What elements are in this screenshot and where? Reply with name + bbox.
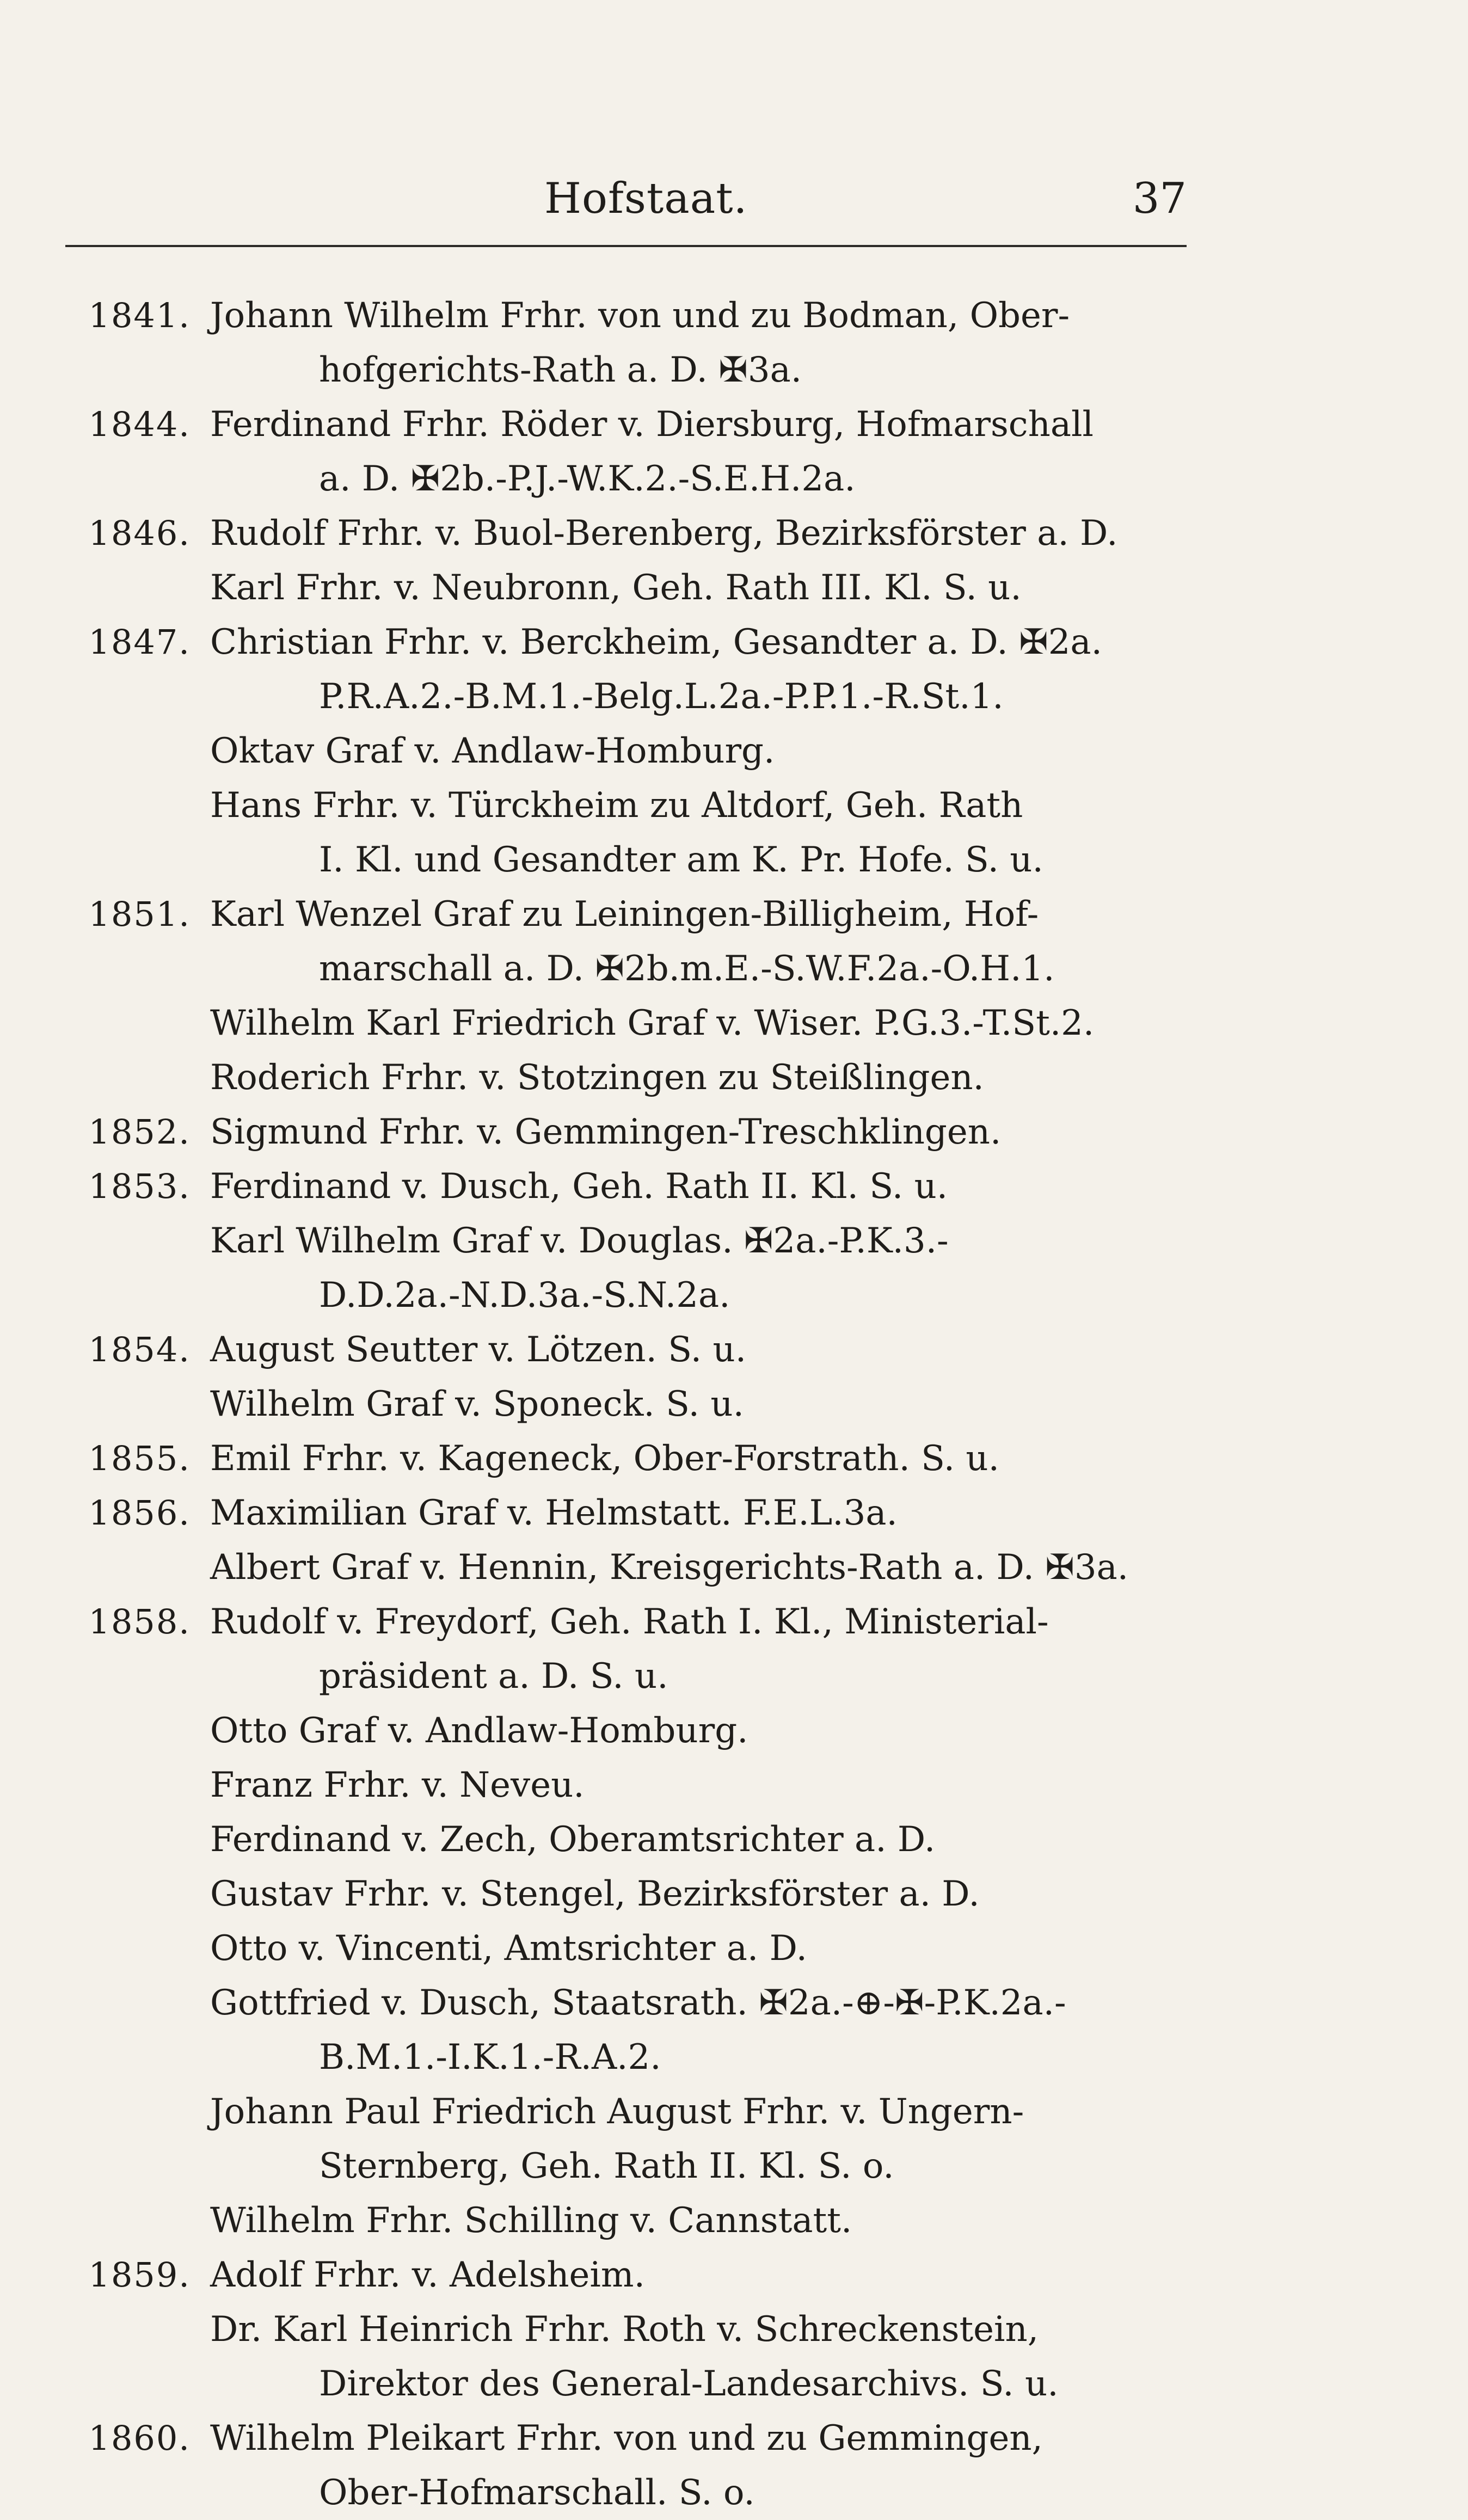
- entry-line: Dr. Karl Heinrich Frhr. Roth v. Schreckenstein,: [210, 2309, 1039, 2350]
- entry-line: Adolf Frhr. v. Adelsheim.: [210, 2255, 645, 2295]
- entry-year: 1846.: [88, 513, 191, 553]
- entry-line: Ferdinand v. Zech, Oberamtsrichter a. D.: [210, 1820, 936, 1860]
- entry-line: Wilhelm Pleikart Frhr. von und zu Gemmingen,: [210, 2418, 1043, 2458]
- entry-line: Wilhelm Frhr. Schilling v. Cannstatt.: [210, 2201, 852, 2241]
- entry-year: 1854.: [88, 1330, 191, 1369]
- entry-line: Gottfried v. Dusch, Staatsrath. ✠2a.-⊕-✠-P.K.2a.-: [210, 1983, 1066, 2023]
- entry-text: [210, 2302, 1208, 2411]
- entry-line: Otto v. Vincenti, Amtsrichter a. D.: [210, 1928, 807, 1969]
- list-item: [65, 1486, 1208, 1540]
- entry-text: [210, 2085, 1208, 2193]
- list-item: [65, 2302, 1208, 2411]
- list-item: [65, 1323, 1208, 1377]
- entry-line: Otto Graf v. Andlaw-Homburg.: [210, 1711, 748, 1751]
- list-item: [65, 1758, 1208, 1812]
- list-item: [65, 1159, 1208, 1214]
- entry-continuation-line: I. Kl. und Gesandter am K. Pr. Hofe. S. u.: [319, 840, 1043, 880]
- list-item: [65, 887, 1208, 996]
- entry-text: [210, 1867, 1208, 1921]
- entry-line: Albert Graf v. Hennin, Kreisgerichts-Rath a. D. ✠3a.: [210, 1547, 1129, 1588]
- entry-line: Oktav Graf v. Andlaw-Homburg.: [210, 731, 775, 771]
- list-item: [65, 615, 1208, 724]
- list-item: [65, 1377, 1208, 1431]
- entry-text: [210, 1214, 1208, 1323]
- entry-line: Emil Frhr. v. Kageneck, Ober-Forstrath. S. u.: [210, 1439, 999, 1479]
- entry-year: 1859.: [88, 2255, 191, 2295]
- entry-text: [210, 506, 1208, 561]
- list-item: [65, 2248, 1208, 2302]
- entry-line: Rudolf v. Freydorf, Geh. Rath I. Kl., Ministerial-: [210, 1602, 1049, 1642]
- list-item: [65, 996, 1208, 1050]
- list-item: [65, 2085, 1208, 2193]
- running-title: Hofstaat.: [544, 174, 748, 223]
- entry-line: Christian Frhr. v. Berckheim, Gesandter a. D. ✠2a.: [210, 622, 1102, 662]
- entry-line: Karl Wilhelm Graf v. Douglas. ✠2a.-P.K.3.-: [210, 1221, 949, 1261]
- entry-line: Sigmund Frhr. v. Gemmingen-Treschklingen.: [210, 1112, 1002, 1152]
- entry-text: [210, 615, 1208, 724]
- entry-text: [210, 561, 1208, 615]
- entry-year: 1844.: [88, 404, 191, 444]
- list-item: [65, 1214, 1208, 1323]
- entry-year: 1860.: [88, 2418, 191, 2458]
- entry-text: [210, 1595, 1208, 1704]
- entry-year: 1858.: [88, 1602, 191, 1642]
- entry-line: Johann Wilhelm Frhr. von und zu Bodman, Ober-: [210, 296, 1070, 336]
- entry-year: 1847.: [88, 622, 191, 662]
- list-item: [65, 2193, 1208, 2248]
- entry-text: [210, 1976, 1208, 2085]
- entry-continuation-line: präsident a. D. S. u.: [319, 1656, 668, 1697]
- entry-text: [210, 1540, 1208, 1595]
- list-item: [65, 288, 1208, 397]
- entry-list: [65, 288, 1208, 2520]
- entry-continuation-line: Sternberg, Geh. Rath II. Kl. S. o.: [319, 2146, 894, 2186]
- entry-line: Maximilian Graf v. Helmstatt. F.E.L.3a.: [210, 1493, 898, 1533]
- list-item: [65, 724, 1208, 778]
- list-item: [65, 1105, 1208, 1159]
- entry-text: [210, 1704, 1208, 1758]
- entry-line: Ferdinand v. Dusch, Geh. Rath II. Kl. S. u.: [210, 1166, 948, 1207]
- entry-line: August Seutter v. Lötzen. S. u.: [210, 1330, 747, 1370]
- entry-text: [210, 1050, 1208, 1105]
- entry-line: Gustav Frhr. v. Stengel, Bezirksförster a. D.: [210, 1874, 980, 1914]
- list-item: [65, 2411, 1208, 2520]
- entry-line: Karl Frhr. v. Neubronn, Geh. Rath III. Kl. S. u.: [210, 568, 1022, 608]
- entry-year: 1853.: [88, 1166, 191, 1206]
- entry-year: 1851.: [88, 894, 191, 934]
- entry-text: [210, 1812, 1208, 1867]
- entry-line: Franz Frhr. v. Neveu.: [210, 1765, 585, 1805]
- entry-year: 1855.: [88, 1439, 191, 1478]
- entry-continuation-line: P.R.A.2.-B.M.1.-Belg.L.2a.-P.P.1.-R.St.1.: [319, 677, 1004, 717]
- list-item: [65, 1595, 1208, 1704]
- entry-line: Hans Frhr. v. Türckheim zu Altdorf, Geh. Rath: [210, 785, 1023, 826]
- entry-line: Roderich Frhr. v. Stotzingen zu Steißlingen.: [210, 1058, 984, 1098]
- list-item: [65, 1812, 1208, 1867]
- entry-text: [210, 1105, 1208, 1159]
- entry-line: Rudolf Frhr. v. Buol-Berenberg, Bezirksförster a. D.: [210, 513, 1118, 554]
- entry-text: [210, 1431, 1208, 1486]
- page-number: 37: [1132, 174, 1187, 223]
- entry-line: Karl Wenzel Graf zu Leiningen-Billigheim, Hof-: [210, 894, 1039, 935]
- entry-text: [210, 2193, 1208, 2248]
- entry-continuation-line: a. D. ✠2b.-P.J.-W.K.2.-S.E.H.2a.: [319, 459, 856, 499]
- entry-text: [210, 2411, 1208, 2520]
- entry-continuation-line: Direktor des General-Landesarchivs. S. u.: [319, 2364, 1059, 2404]
- entry-line: Johann Paul Friedrich August Frhr. v. Ungern-: [210, 2092, 1024, 2132]
- entry-text: [210, 996, 1208, 1050]
- entry-text: [210, 1921, 1208, 1976]
- entry-text: [210, 1323, 1208, 1377]
- entry-line: Wilhelm Karl Friedrich Graf v. Wiser. P.G.3.-T.St.2.: [210, 1003, 1095, 1043]
- entry-text: [210, 2248, 1208, 2302]
- entry-text: [210, 1486, 1208, 1540]
- entry-continuation-line: hofgerichts-Rath a. D. ✠3a.: [319, 350, 802, 390]
- entry-line: Ferdinand Frhr. Röder v. Diersburg, Hofmarschall: [210, 404, 1094, 445]
- list-item: [65, 1050, 1208, 1105]
- list-item: [65, 1921, 1208, 1976]
- list-item: [65, 1704, 1208, 1758]
- entry-text: [210, 1159, 1208, 1214]
- entry-text: [210, 1377, 1208, 1431]
- entry-text: [210, 724, 1208, 778]
- entry-year: 1841.: [88, 296, 191, 335]
- entry-continuation-line: D.D.2a.-N.D.3a.-S.N.2a.: [319, 1275, 730, 1316]
- list-item: [65, 561, 1208, 615]
- list-item: [65, 506, 1208, 561]
- list-item: [65, 1540, 1208, 1595]
- list-item: [65, 1431, 1208, 1486]
- list-item: [65, 1867, 1208, 1921]
- header-rule: [65, 245, 1187, 247]
- entry-text: [210, 887, 1208, 996]
- entry-year: 1856.: [88, 1493, 191, 1533]
- list-item: [65, 778, 1208, 887]
- entry-text: [210, 1758, 1208, 1812]
- entry-year: 1852.: [88, 1112, 191, 1152]
- entry-continuation-line: B.M.1.-I.K.1.-R.A.2.: [319, 2037, 661, 2078]
- list-item: [65, 397, 1208, 506]
- entry-continuation-line: marschall a. D. ✠2b.m.E.-S.W.F.2a.-O.H.1.: [319, 949, 1055, 989]
- entry-line: Wilhelm Graf v. Sponeck. S. u.: [210, 1384, 744, 1424]
- entry-text: [210, 778, 1208, 887]
- page-header: [65, 163, 1187, 239]
- list-item: [65, 1976, 1208, 2085]
- entry-text: [210, 288, 1208, 397]
- entry-text: [210, 397, 1208, 506]
- entry-continuation-line: Ober-Hofmarschall. S. o.: [319, 2473, 755, 2513]
